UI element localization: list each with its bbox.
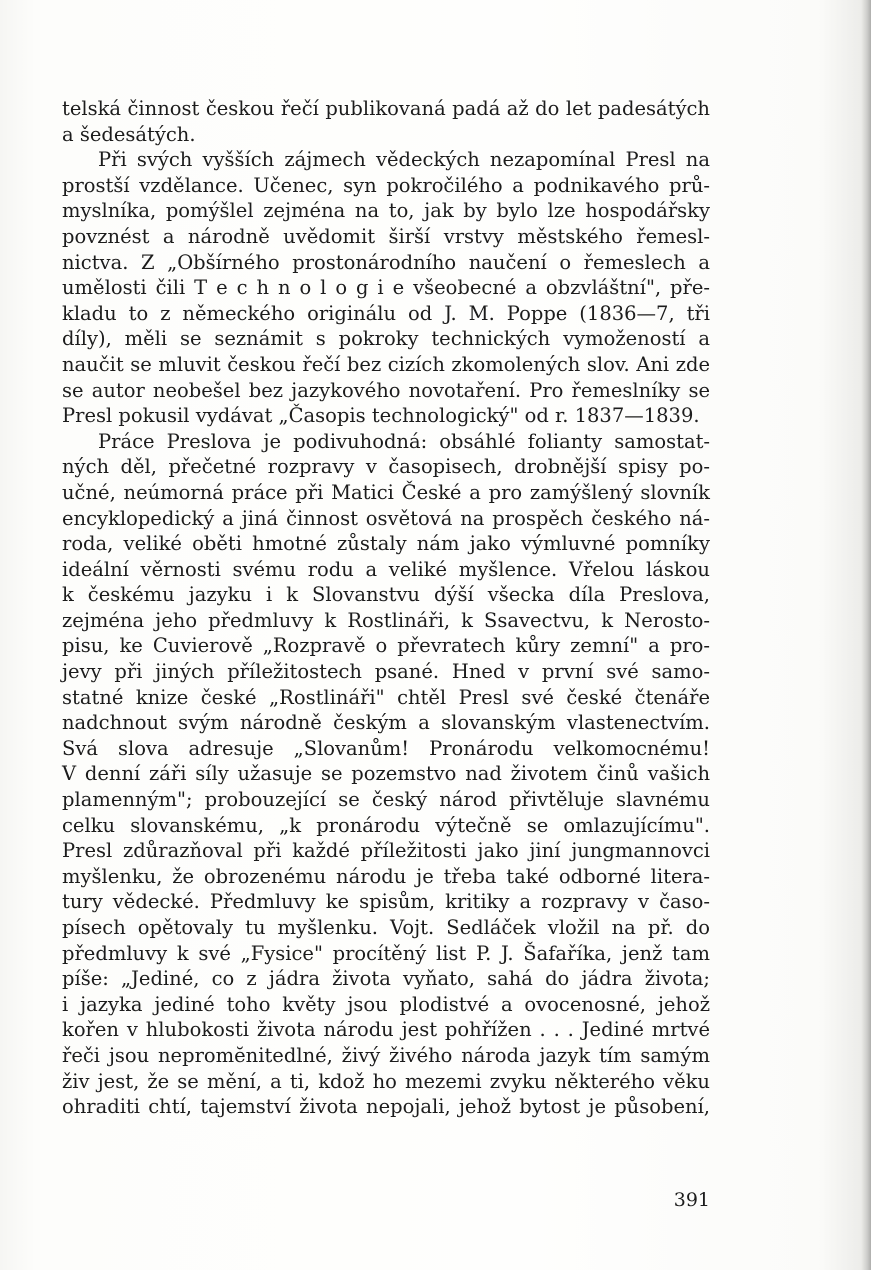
- text-line: statné knize české „Rostlináři" chtěl Presl své české čtenáře: [62, 685, 710, 709]
- text-line: předmluvy k své „Fysice" procítěný list P. J. Šafaříka, jenž tam: [62, 941, 710, 965]
- text-line: Svá slova adresuje „Slovanům! Pronárodu velkomocnému!: [62, 736, 710, 760]
- text-line: učné, neúmorná práce při Matici České a pro zamýšlený slovník: [62, 480, 710, 504]
- text-line: zejména jeho předmluvy k Rostlináři, k Ssavectvu, k Nerosto-: [62, 608, 710, 632]
- text-line: k českému jazyku i k Slovanstvu dýší všecka díla Preslova,: [62, 583, 710, 607]
- text-line: a šedesátých.: [62, 122, 196, 146]
- text-line: píše: „Jediné, co z jádra života vyňato, sahá do jádra života;: [62, 967, 710, 991]
- text-line: myšlenku, že obrozenému národu je třeba také odborné litera-: [62, 864, 710, 888]
- text-line: písech opětovaly tu myšlenku. Vojt. Sedláček vložil na př. do: [62, 916, 710, 939]
- text-line: umělosti čili T e c h n o l o g i e všeobecné a obzvláštní", pře-: [62, 276, 710, 300]
- text-line: celku slovanskému, „k pronárodu výtečně se omlazujícímu".: [62, 813, 710, 837]
- text-line: ohraditi chtí, tajemství života nepojali, jehož bytost je působení,: [62, 1095, 710, 1119]
- text-line: tury vědecké. Předmluvy ke spisům, kritiky a rozpravy v časo-: [62, 890, 710, 914]
- text-line: naučit se mluvit českou řečí bez cizích zkomolených slov. Ani zde: [62, 352, 710, 376]
- text-line: Presl pokusil vydávat „Časopis technologický" od r. 1837—1839.: [62, 404, 700, 428]
- text-line: myslníka, pomýšlel zejména na to, jak by bylo lze hospodářsky: [62, 199, 710, 223]
- text-line: prostší vzdělance. Učenec, syn pokročilého a podnikavého prů-: [62, 173, 710, 197]
- text-line: nadchnout svým národně českým a slovanským vlastenectvím.: [62, 711, 710, 735]
- paragraph-first-line: Při svých vyšších zájmech vědeckých nezapomínal Presl na: [98, 148, 710, 172]
- text-line: kladu to z německého originálu od J. M. Poppe (1836—7, tři: [62, 301, 710, 325]
- page-number: 391: [673, 1189, 710, 1211]
- text-line: řeči jsou nepromĕnitedlné, živý živého národa jazyk tím samým: [62, 1043, 710, 1067]
- text-line: živ jest, že se mění, a ti, kdož ho mezemi zvyku některého věku: [62, 1069, 710, 1093]
- text-line: plamenným"; probouzející se český národ přivtěluje slavnému: [62, 788, 710, 812]
- text-line: jevy při jiných příležitostech psané. Hned v první své samo-: [62, 660, 710, 684]
- page-edge-shadow: [861, 0, 871, 1270]
- text-line: ideální věrnosti svému rodu a veliké myšlence. Vřelou láskou: [62, 557, 710, 581]
- text-line: se autor neobešel bez jazykového novotaření. Pro řemeslníky se: [62, 378, 710, 402]
- text-line: povznést a národně uvědomit širší vrstvy městského řemesl-: [62, 224, 710, 248]
- text-line: Presl zdůrazňoval při každé příležitosti jako jiní jungmannovci: [62, 839, 710, 863]
- text-line: roda, veliké oběti hmotné zůstaly nám jako výmluvné pomníky: [62, 532, 710, 556]
- text-line: ných děl, přečetné rozpravy v časopisech, drobnější spisy po-: [62, 455, 710, 479]
- text-line: i jazyka jediné toho květy jsou plodistvé a ovocenosné, jehož: [62, 992, 710, 1016]
- paragraph-first-line: Práce Preslova je podivuhodná: obsáhlé folianty samostat-: [98, 429, 710, 453]
- text-line: díly), měli se seznámit s pokroky technických vymožeností a: [62, 327, 710, 351]
- text-line: V denní záři síly užasuje se pozemstvo nad životem činů vašich: [62, 762, 710, 786]
- text-line: kořen v hlubokosti života národu jest pohřížen . . . Jediné mrtvé: [62, 1018, 710, 1042]
- body-text: [62, 96, 710, 1120]
- text-line: telská činnost českou řečí publikovaná padá až do let padesátých: [62, 97, 710, 120]
- text-line: nictva. Z „Obšírného prostonárodního naučení o řemeslech a: [62, 250, 710, 274]
- text-line: encyklopedický a jiná činnost osvětová na prospěch českého ná-: [62, 506, 710, 530]
- text-line: pisu, ke Cuvierově „Rozpravě o převratech kůry zemní" a pro-: [62, 634, 710, 658]
